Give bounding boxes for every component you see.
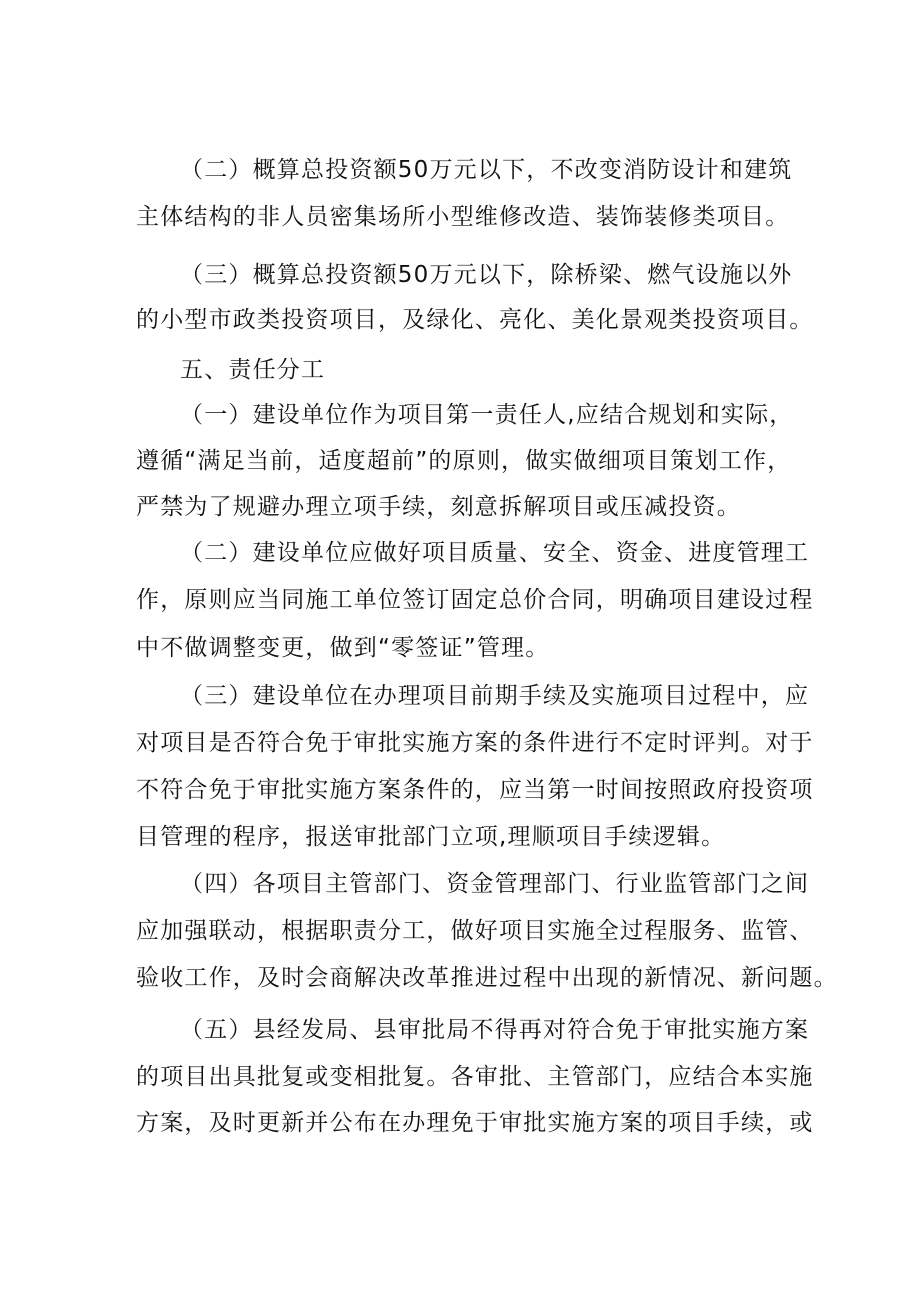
text-line: （三）概算总投资额50万元以下，除桥梁、燃气设施以外: [180, 262, 793, 288]
text-line: 方案，及时更新并公布在办理免于审批实施方案的项目手续，或: [136, 1110, 814, 1136]
text-line: 主体结构的非人员密集场所小型维修改造、装饰装修类项目。: [136, 204, 790, 230]
section-heading: 五、责任分工: [180, 357, 326, 383]
text-line: 遵循“满足当前，适度超前”的原则，做实做细项目策划工作，: [136, 448, 792, 474]
text-line: 的项目出具批复或变相批复。各审批、主管部门，应结合本实施: [136, 1064, 814, 1090]
text-line: 对项目是否符合免于审批实施方案的条件进行不定时评判。对于: [136, 730, 814, 756]
text-line: （三）建设单位在办理项目前期手续及实施项目过程中，应: [180, 683, 810, 709]
text-line: 应加强联动，根据职责分工，做好项目实施全过程服务、监管、: [136, 918, 814, 944]
text-line: 严禁为了规避办理立项手续，刻意拆解项目或压减投资。: [136, 494, 741, 520]
text-line: （五）县经发局、县审批局不得再对符合免于审批实施方案: [180, 1017, 810, 1043]
text-line: （一）建设单位作为项目第一责任人,应结合规划和实际，: [180, 402, 794, 428]
text-line: 作，原则应当同施工单位签订固定总价合同，明确项目建设过程: [136, 587, 814, 613]
text-line: 中不做调整变更，做到“零签证”管理。: [136, 635, 550, 661]
text-line: （二）概算总投资额50万元以下，不改变消防设计和建筑: [180, 157, 793, 183]
text-line: （四）各项目主管部门、资金管理部门、行业监管部门之间: [180, 871, 810, 897]
text-line: 的小型市政类投资项目，及绿化、亮化、美化景观类投资项目。: [136, 307, 814, 333]
text-line: （二）建设单位应做好项目质量、安全、资金、进度管理工: [180, 540, 810, 566]
text-line: 目管理的程序，报送审批部门立项,理顺项目手续逻辑。: [136, 824, 726, 850]
text-line: 验收工作，及时会商解决改革推进过程中出现的新情况、新问题。: [136, 965, 838, 991]
text-line: 不符合免于审批实施方案条件的，应当第一时间按照政府投资项: [136, 777, 814, 803]
